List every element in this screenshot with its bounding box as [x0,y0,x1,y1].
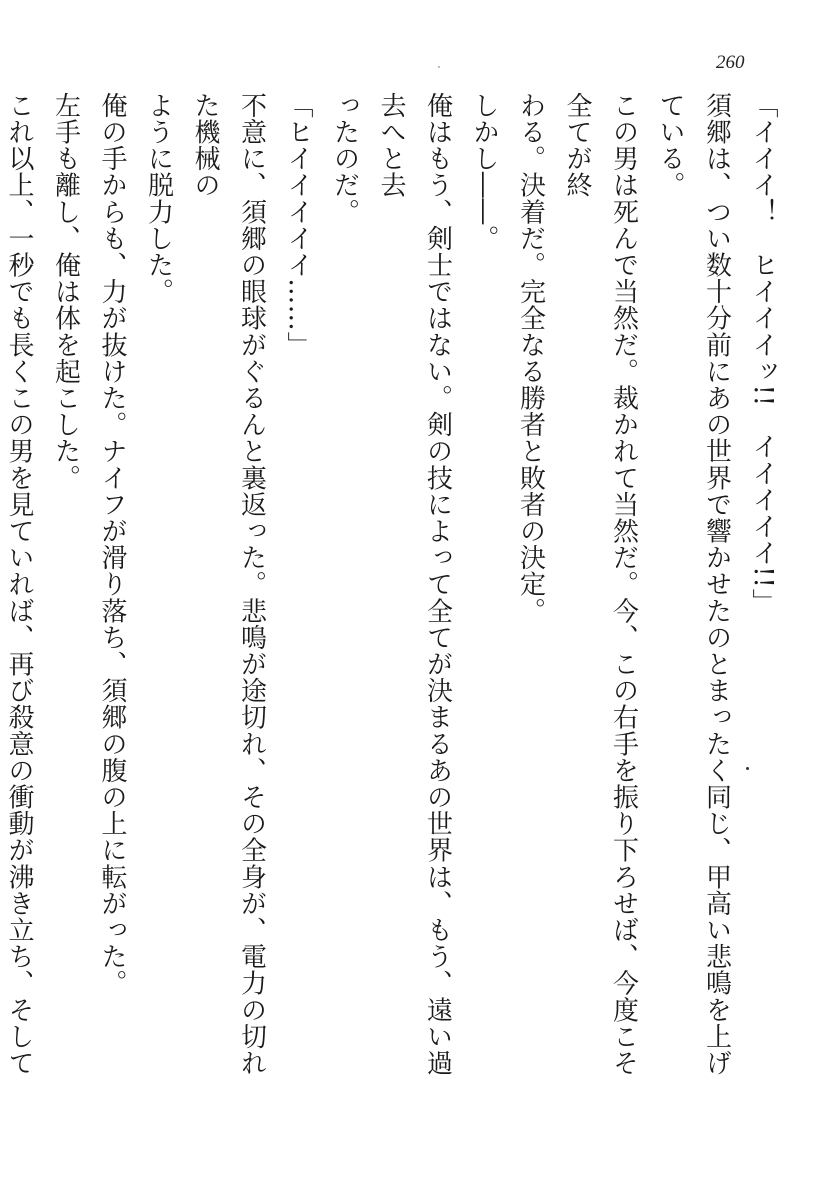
text-line: わる。決着だ。完全なる勝者と敗者の決定。 [515,92,546,624]
text-line: この男は死んで当然だ。裁かれて当然だ。今、この右手を振り下ろせば、今度こそ全てが終 [562,92,639,1077]
text-line: ように脱力した。 [143,92,174,305]
text-line: しかし――。 [469,92,499,252]
text-line: 須郷は、つい数十分前にあの世界で響かせたのとまったく同じ、甲高い悲鳴を上げている。 [655,92,732,1077]
text-line: これ以上、一秒でも長くこの男を見ていれば、再び殺意の衝動が沸き立ち、そして [4,92,34,1077]
text-line: 「ヒイイイイイ……」 [283,92,313,358]
text-line: 俺はもう、剣士ではない。剣の技によって全てが決まるあの世界は、もう、遠い過去へと去 [376,92,453,1077]
vertical-text-body [4,92,786,1092]
text-line: 左手も離し、俺は体を起こした。 [50,92,81,491]
text-line: 俺の手からも、力が抜けた。ナイフが滑り落ち、須郷の腹の上に転がった。 [97,92,127,997]
text-line: ったのだ。 [329,92,360,225]
text-line: 不意に、須郷の眼球がぐるんと裏返った。悲鳴が途切れ、その全身が、電力の切れた機械の [190,92,267,1077]
page-number: 260 [716,52,745,73]
text-line: 「イイイ！ ヒイイイッ!! イイイイイ!!」 [748,92,778,615]
print-speck [438,66,440,68]
